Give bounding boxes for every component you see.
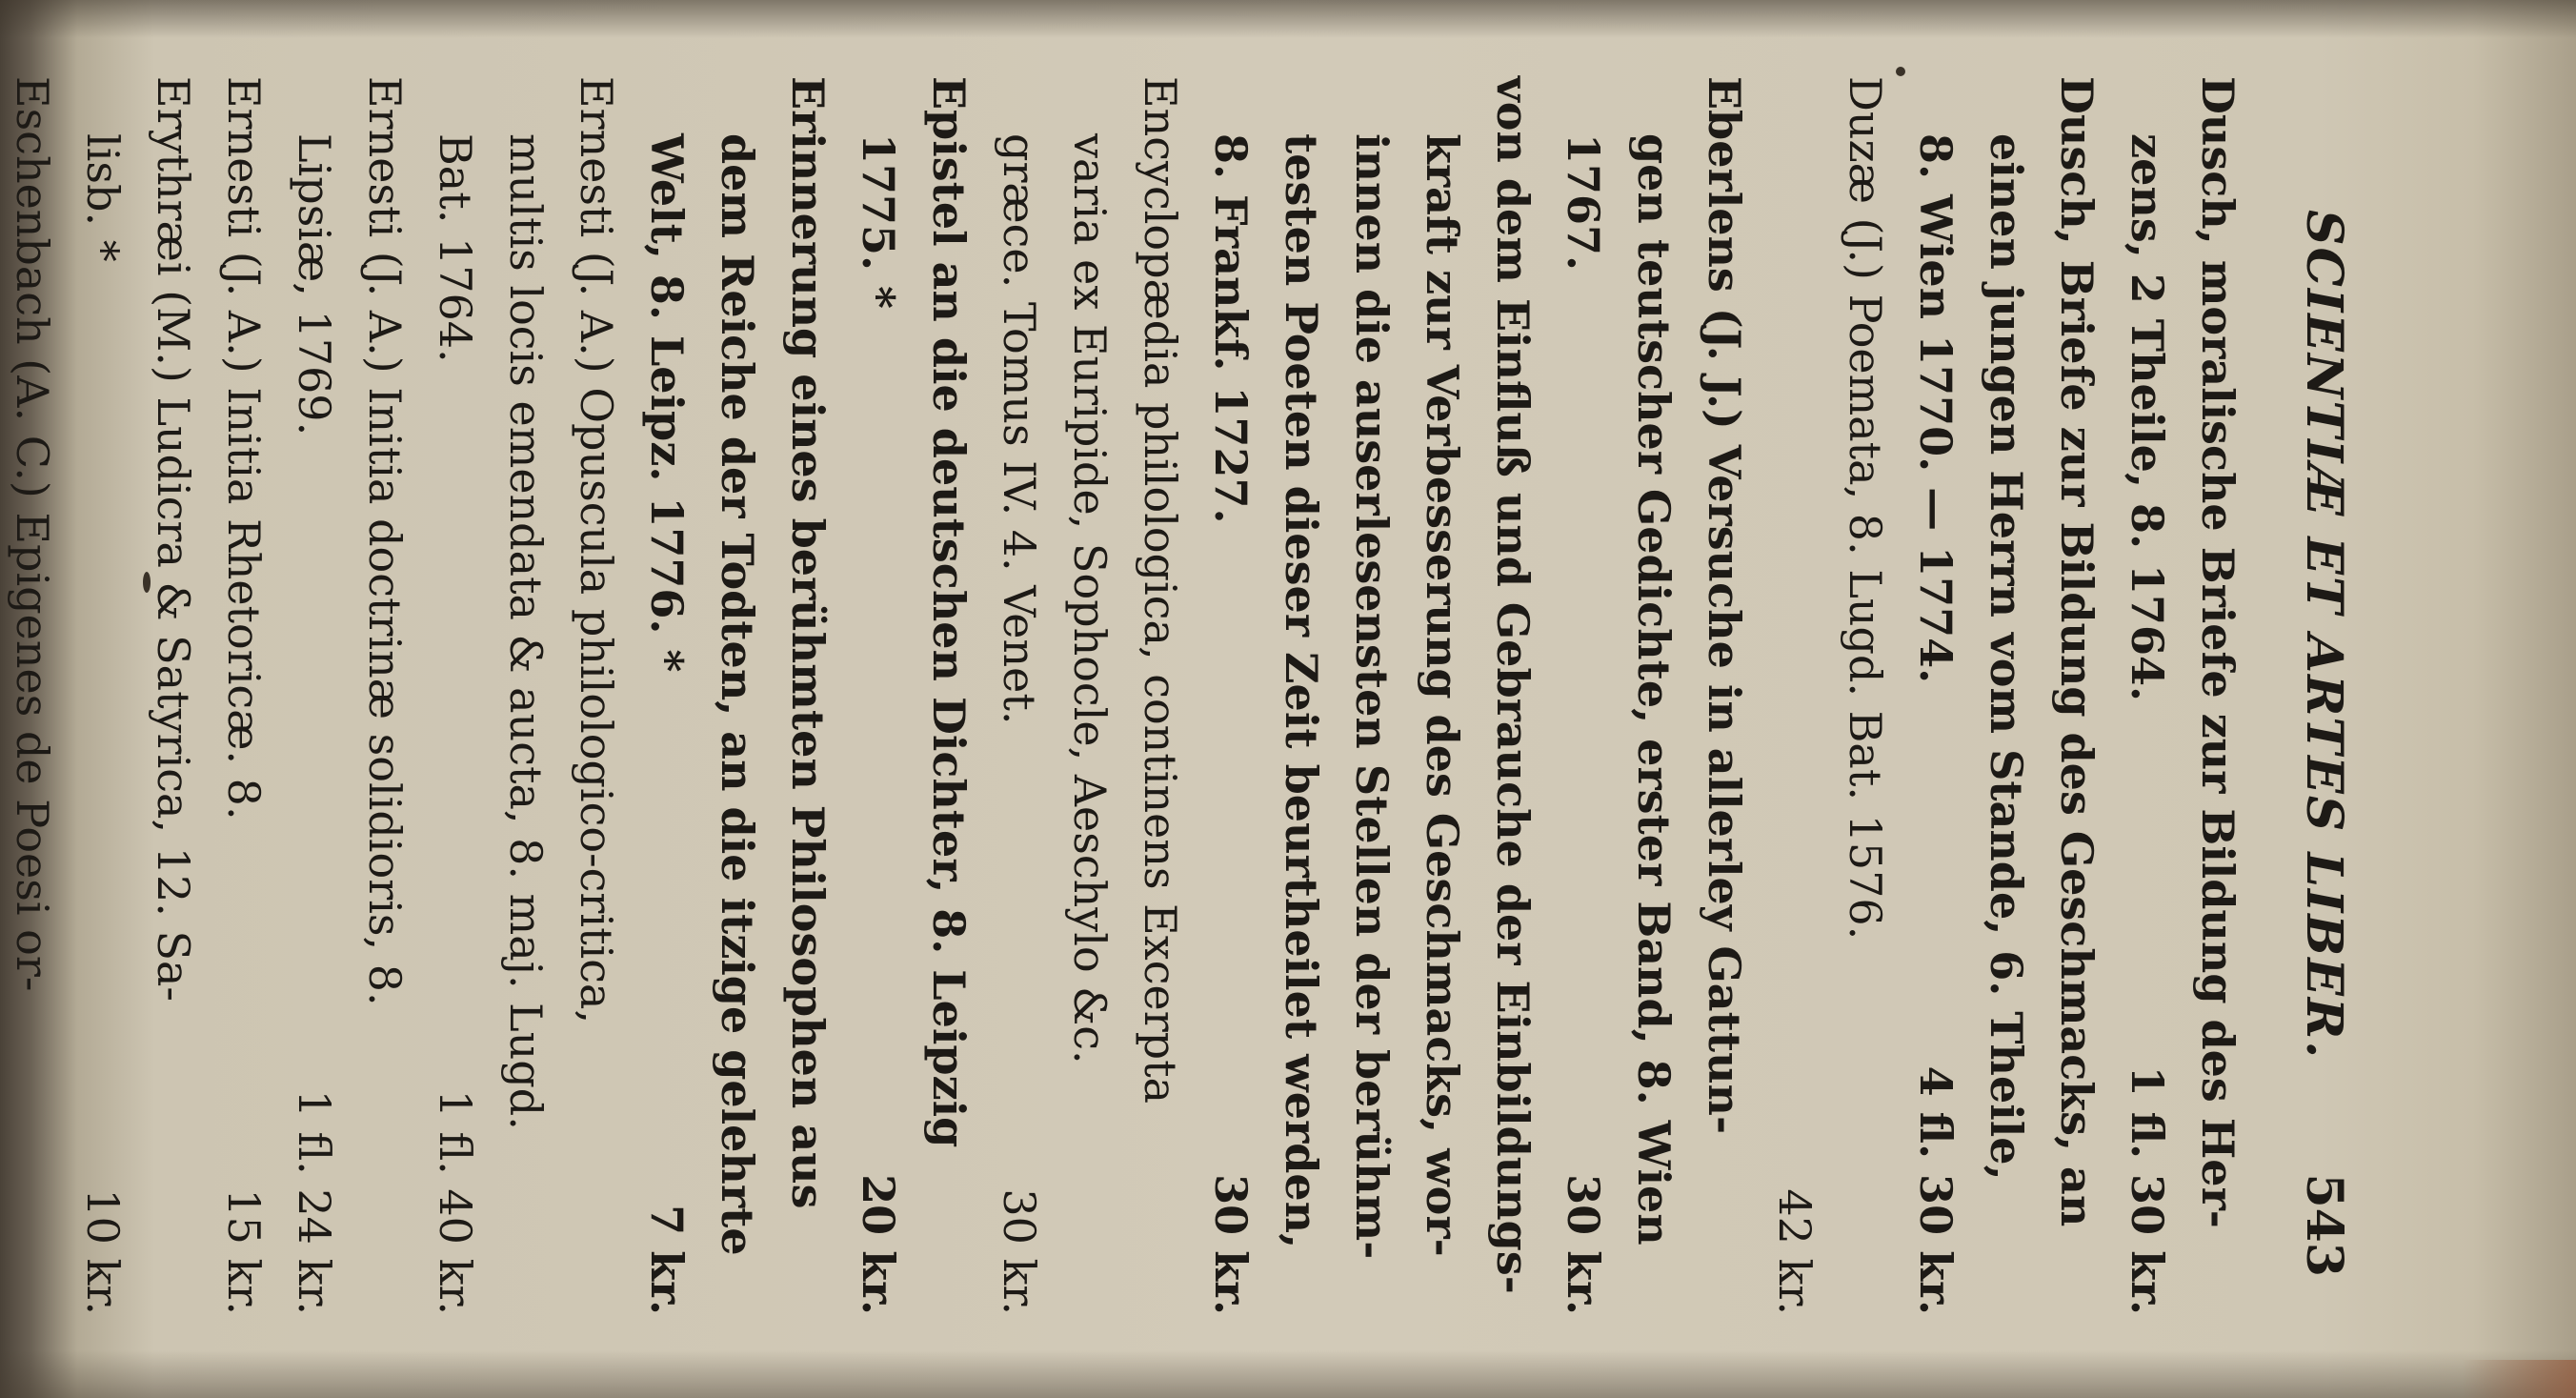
catalog-line: [1266, 76, 1337, 1315]
catalog-line: [2042, 76, 2112, 1315]
catalog-line: [1407, 76, 1478, 1315]
entry-text: græce. Tomus IV. 4. Venet.: [994, 133, 1045, 725]
catalog-line: [491, 76, 561, 1315]
entry-text: Ernesti (J. A.) Initia Rhetoricæ. 8.: [218, 76, 270, 821]
entry-text: dem Reiche der Todten, an die itzige gelehrte: [712, 133, 763, 1256]
entry-text: Eberlens (J. J.) Versuche in allerley Gattun-: [1699, 76, 1750, 1135]
catalog-line: [1548, 76, 1619, 1315]
entry-text: 1767.: [1558, 133, 1609, 272]
entry-price: 30 kr.: [1558, 1174, 1609, 1315]
entry-text: Eschenbach (A. C.) Epigenes de Poesi or-: [7, 76, 58, 992]
entry-price: 1 fl. 30 kr.: [2122, 1065, 2173, 1315]
entry-text: Bat. 1764.: [430, 133, 481, 363]
catalog-line: [1971, 76, 2042, 1315]
entry-text: Ernesti (J. A.) Initia doctrinæ solidioris, 8.: [359, 76, 411, 1006]
catalog-line: [420, 76, 491, 1315]
entry-text: einen jungen Herrn vom Stande, 6. Theile,: [1981, 133, 2032, 1181]
catalog-line: [209, 76, 279, 1315]
entry-price: 30 kr.: [1205, 1174, 1257, 1315]
catalog-line: [68, 76, 138, 1315]
entry-text: kraft zur Verbesserung des Geschmacks, wor-: [1417, 133, 1468, 1257]
running-head: SCIENTIÆ ET ARTES LIBER.: [2295, 210, 2353, 1061]
page-number: 543: [2295, 1173, 2353, 1277]
entry-price: 20 kr.: [853, 1174, 904, 1315]
entry-text: Erinnerung eines berühmten Philosophen aus: [782, 76, 834, 1209]
entry-price: 30 kr.: [994, 1188, 1045, 1315]
entry-text: zens, 2 Theile, 8. 1764.: [2122, 133, 2173, 702]
entry-text: lisb. *: [77, 133, 129, 262]
catalog-line: [1055, 76, 1125, 1315]
entry-text: multis locis emendata & aucta, 8. maj. Lugd.: [500, 133, 552, 1130]
page-edge-stain: [2462, 1360, 2576, 1398]
entry-text: varia ex Euripide, Sophocle, Aeschylo &c.: [1064, 133, 1116, 1064]
catalog-line: [350, 76, 420, 1315]
catalog-line: [2112, 76, 2183, 1315]
entry-text: von dem Einfluß und Gebrauche der Einbildungs-: [1487, 76, 1539, 1294]
paper-speck: [1896, 67, 1905, 76]
catalog-line: [1689, 76, 1760, 1315]
entry-text: innen die auserlesensten Stellen der berühm-: [1346, 133, 1398, 1260]
rotated-text-page: [7, 76, 2401, 1315]
entry-text: Lipsiæ, 1769.: [289, 133, 340, 436]
catalog-line: [2183, 76, 2253, 1315]
entry-text: 8. Frankf. 1727.: [1205, 133, 1257, 524]
catalog-line: [773, 76, 843, 1315]
entry-text: 8. Wien 1770. — 1774.: [1910, 133, 1962, 684]
entry-price: 10 kr.: [77, 1188, 129, 1315]
catalog-line: [138, 76, 209, 1315]
bottom-page-shadow: [0, 1350, 2576, 1398]
catalog-line: [1337, 76, 1407, 1315]
entry-price: 1 fl. 40 kr.: [430, 1089, 481, 1315]
catalog-line: [279, 76, 350, 1315]
entry-text: Ernesti (J. A.) Opuscula philologico-critica,: [571, 76, 622, 1024]
entry-price: 7 kr.: [641, 1205, 693, 1315]
catalog-line: [632, 76, 702, 1315]
catalog-line: [0, 76, 68, 1315]
top-page-shadow: [0, 0, 2576, 38]
entry-text: Erythræi (M.) Ludicra & Satyrica, 12. Sa-: [148, 76, 199, 1002]
entry-text: Dusch, Briefe zur Bildung des Geschmacks, an: [2051, 76, 2103, 1227]
catalog-line: [843, 76, 914, 1315]
catalog-line: [1830, 76, 1901, 1315]
entry-price: 1 fl. 24 kr.: [289, 1089, 340, 1315]
catalog-line: [1901, 76, 1971, 1315]
catalog-line: [914, 76, 984, 1315]
catalog-line: [1619, 76, 1689, 1315]
catalog-line: [1196, 76, 1266, 1315]
catalog-line: [1125, 76, 1196, 1315]
catalog-entries: [0, 76, 2253, 1315]
catalog-line: [561, 76, 632, 1315]
catalog-line: [702, 76, 773, 1315]
entry-text: Epistel an die deutschen Dichter, 8. Leipzig: [923, 76, 975, 1148]
entry-price: 4 fl. 30 kr.: [1910, 1065, 1962, 1315]
page-header: [2286, 76, 2353, 1315]
entry-price: 42 kr.: [1769, 1188, 1821, 1315]
entry-text: Encyclopædia philologica, continens Excerpta: [1135, 76, 1186, 1104]
entry-text: Welt, 8. Leipz. 1776. *: [641, 133, 693, 673]
catalog-line: [1478, 76, 1548, 1315]
catalog-line: [984, 76, 1055, 1315]
entry-price: 15 kr.: [218, 1188, 270, 1315]
entry-text: gen teutscher Gedichte, erster Band, 8. Wien: [1628, 133, 1680, 1246]
entry-text: 1775. *: [853, 133, 904, 310]
entry-text: Dusch, moralische Briefe zur Bildung des Her-: [2192, 76, 2244, 1228]
entry-text: testen Poeten dieser Zeit beurtheilet werden,: [1276, 133, 1327, 1249]
catalog-line: [1760, 76, 1830, 1315]
entry-text: Duzæ (J.) Poemata, 8. Lugd. Bat. 1576.: [1840, 76, 1891, 941]
